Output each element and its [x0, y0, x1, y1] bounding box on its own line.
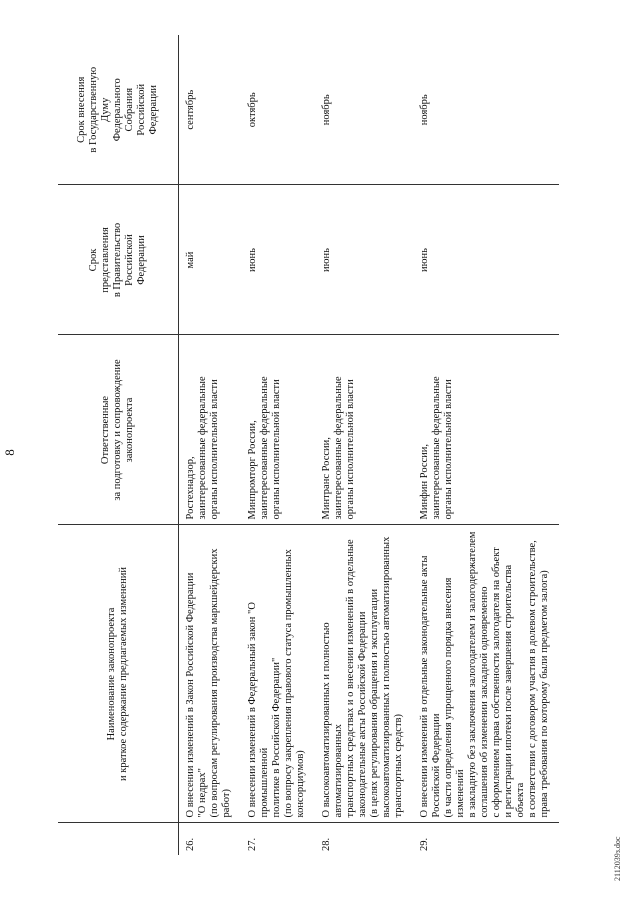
bill-name: О высокоавтоматизированных и полностью автоматизированных транспортных средствах и о внесении изменений в отдельные законодательные акты Российской Федерации (в целях регулирования обращения и эксплуатации высокоавтоматизированных и полностью автоматизированных транспортных средств)	[315, 525, 413, 823]
gov-deadline: июнь	[413, 185, 559, 335]
responsible-bodies: Минфин России, заинтересованные федеральные органы исполнительной власти	[413, 335, 559, 525]
header-duma-deadline: Срок внесения в Государственную Думу Федерального Собрания Российской Федерации	[58, 35, 179, 185]
header-gov-deadline: Срок представления в Правительство Российской Федерации	[58, 185, 179, 335]
bill-name: О внесении изменений в Закон Российской Федерации "О недрах" (по вопросам регулирования производства маркшейдерских работ)	[179, 525, 242, 823]
table-header-row	[58, 35, 179, 855]
row-number: 26.	[185, 837, 196, 851]
bill-name: О внесении изменений в Федеральный закон "О промышленной политике в Российской Федерации" (по вопросу закрепления правового статуса промышленных консорциумов)	[241, 525, 315, 823]
responsible-bodies: Минтранс России, заинтересованные федеральные органы исполнительной власти	[315, 335, 413, 525]
responsible-bodies: Ростехнадзор, заинтересованные федеральные органы исполнительной власти	[179, 335, 242, 525]
header-name: Наименование законопроекта и краткое содержание предлагаемых изменений	[58, 525, 179, 823]
row-number: 29.	[419, 837, 430, 851]
table-row	[179, 35, 242, 855]
gov-deadline: июнь	[241, 185, 315, 335]
header-responsible: Ответственные за подготовку и сопровождение законопроекта	[58, 335, 179, 525]
gov-deadline: июнь	[315, 185, 413, 335]
bill-table	[58, 35, 559, 855]
document-file-code: 2112039з.doc	[613, 836, 622, 881]
page-number: 8	[2, 449, 17, 456]
duma-deadline: ноябрь	[315, 35, 413, 185]
duma-deadline: сентябрь	[179, 35, 242, 185]
duma-deadline: ноябрь	[413, 35, 559, 185]
table-row	[241, 35, 315, 855]
header-number	[58, 823, 179, 855]
row-number: 27.	[247, 837, 258, 851]
bill-name: О внесении изменений в отдельные законодательные акты Российской Федерации (в части определения упрощенного порядка внесения изменений в закладную без заключения залогодателем и залогодержателем соглашения об изменении закладной одновременно с оформлением права собственности залогодателя на объект и регистрации ипотеки после завершения строительства объекта в соответствии с договором участия в долевом строительстве, права требования по которому были предметом залога)	[413, 525, 559, 823]
duma-deadline: октябрь	[241, 35, 315, 185]
responsible-bodies: Минпромторг России, заинтересованные федеральные органы исполнительной власти	[241, 335, 315, 525]
table-row	[315, 35, 413, 855]
gov-deadline: май	[179, 185, 242, 335]
table-row	[413, 35, 559, 855]
row-number: 28.	[321, 837, 332, 851]
